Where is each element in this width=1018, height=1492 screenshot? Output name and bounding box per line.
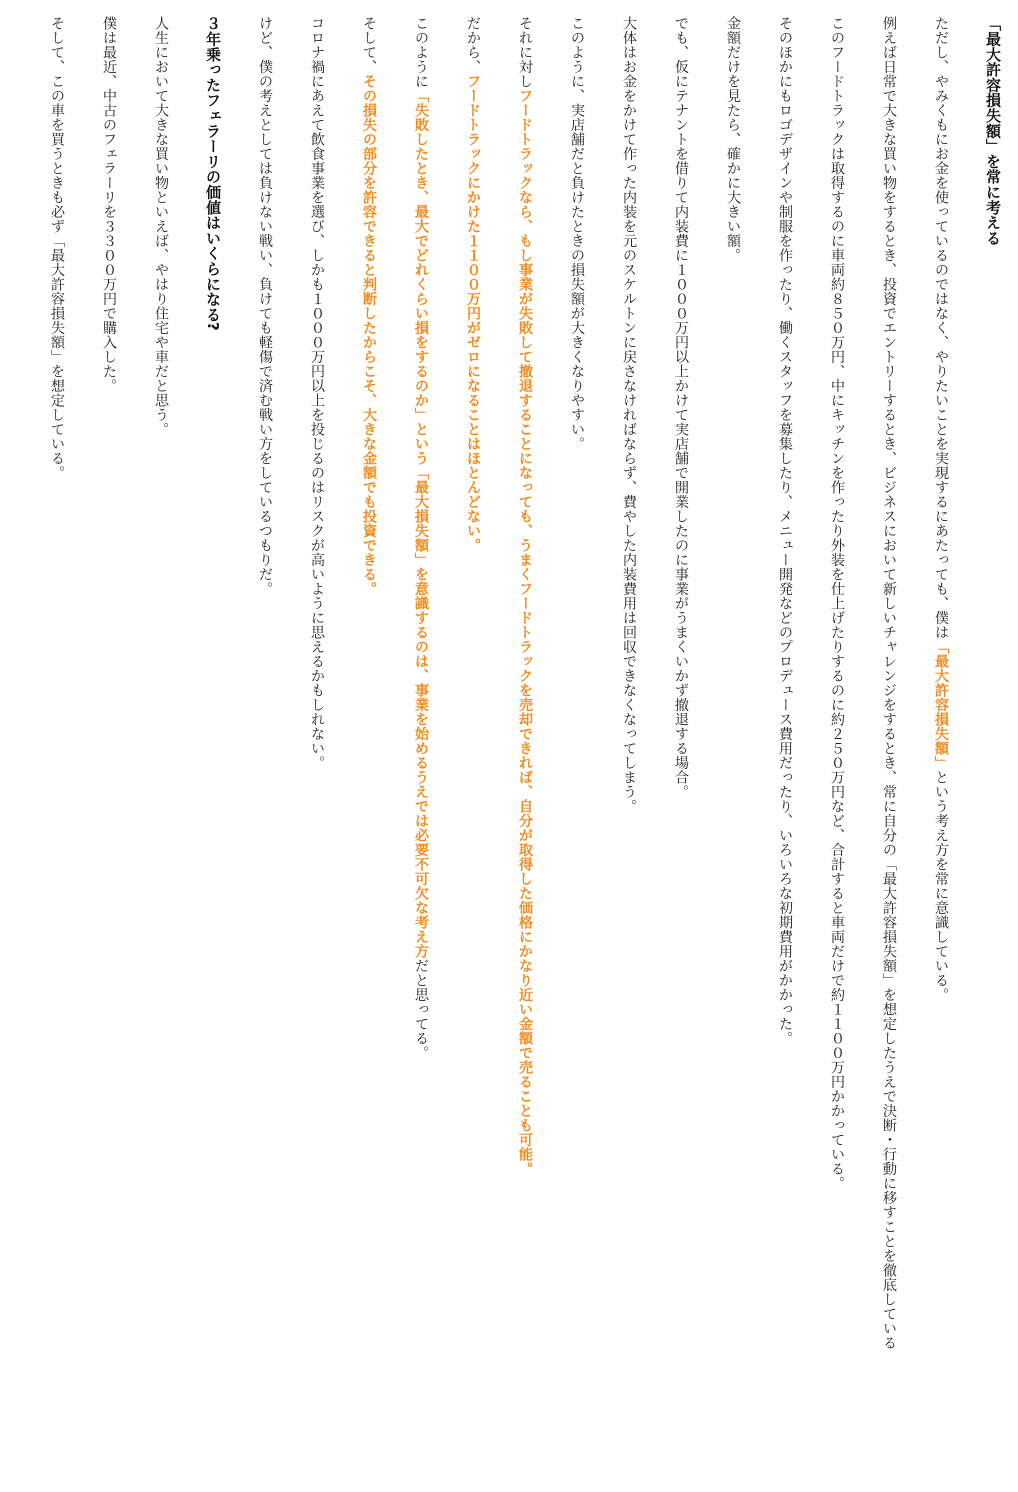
paragraph-10-text-a: だから、 bbox=[465, 16, 481, 74]
paragraph-10 bbox=[460, 16, 486, 1486]
paragraph-17: そして、この車を買うときも必ず「最大許容損失額」を想定している。 bbox=[49, 16, 65, 480]
paragraph-1 bbox=[928, 16, 954, 1486]
section-heading-ferrari: ３年乗ったフェラーリの価値はいくらになる? bbox=[204, 16, 222, 332]
paragraph-11-text-a: このように bbox=[413, 16, 429, 89]
article-body bbox=[18, 16, 1006, 1486]
paragraph-12 bbox=[356, 16, 382, 1486]
paragraph-13: コロナ禍にあえて飲食事業を選び、しかも１０００万円以上を投じるのはリスクが高いように思えるかもしれない。 bbox=[309, 16, 325, 770]
paragraph-9 bbox=[512, 16, 538, 1486]
paragraph-16: 僕は最近、中古のフェラーリを３３００万円で購入した。 bbox=[101, 16, 117, 393]
paragraph-11-highlight: 「失敗したとき、最大でどれくらい損をするのか」という「最大損失額」を意識するのは、事業を始めるうえでは必要不可欠な考え方 bbox=[413, 88, 429, 959]
paragraph-6: でも、仮にテナントを借りて内装費に１０００万円以上かけて実店舗で開業したのに事業がうまくいかず撤退する場合。 bbox=[673, 16, 689, 799]
paragraph-4: そのほかにもロゴデザインや制服を作ったり、働くスタッフを募集したり、メニュー開発などのプロデュース費用だったり、いろいろな初期費用がかかった。 bbox=[777, 16, 793, 1046]
paragraph-11-text-b: だと思ってる。 bbox=[413, 958, 429, 1060]
paragraph-5: 金額だけを見たら、確かに大きい額。 bbox=[725, 16, 741, 263]
paragraph-1-text-a: ただし、やみくもにお金を使っているのではなく、やりたいことを実現するにあたっても、僕は bbox=[933, 16, 949, 640]
paragraph-1-highlight: 「最大許容損失額」 bbox=[933, 639, 949, 770]
paragraph-3: このフードトラックは取得するのに車両約８５０万円、中にキッチンを作ったり外装を仕上げたりするのに約２５０万円など、合計すると車両だけで約１１００万円かかっている。 bbox=[829, 16, 845, 1191]
paragraph-2: 例えば日常で大きな買い物をするとき、投資でエントリーするとき、ビジネスにおいて新しいチャレンジをするとき、常に自分の「最大許容損失額」を想定したうえで決断・行動に移すことを徹底している bbox=[881, 16, 897, 1350]
paragraph-10-highlight: フードトラックにかけた１１００万円がゼロになることはほとんどない。 bbox=[465, 74, 481, 553]
paragraph-8: このように、実店舗だと負けたときの損失額が大きくなりやすい。 bbox=[569, 16, 585, 451]
paragraph-12-highlight: その損失の部分を許容できると判断したからこそ、大きな金額でも投資できる。 bbox=[361, 74, 377, 596]
paragraph-1-text-b: という考え方を常に意識している。 bbox=[933, 770, 949, 1002]
paragraph-11 bbox=[408, 16, 434, 1486]
paragraph-15: 人生において大きな買い物といえば、やはり住宅や車だと思う。 bbox=[153, 16, 169, 437]
paragraph-9-highlight: フードトラックなら、もし事業が失敗して撤退することになっても、うまくフードトラックを売却できれば、自分が取得した価格にかなり近い金額で売ることも可能。 bbox=[517, 88, 533, 1176]
paragraph-9-text-a: それに対し bbox=[517, 16, 533, 89]
paragraph-14: けど、僕の考えとしては負けない戦い、負けても軽傷で済む戦い方をしているつもりだ。 bbox=[257, 16, 273, 596]
paragraph-12-text-a: そして、 bbox=[361, 16, 377, 74]
section-heading-max-loss: 「最大許容損失額」を常に考える bbox=[984, 16, 1002, 246]
paragraph-7: 大体はお金をかけて作った内装を元のスケルトンに戻さなければならず、費やした内装費用は回収できなくなってしまう。 bbox=[621, 16, 637, 814]
